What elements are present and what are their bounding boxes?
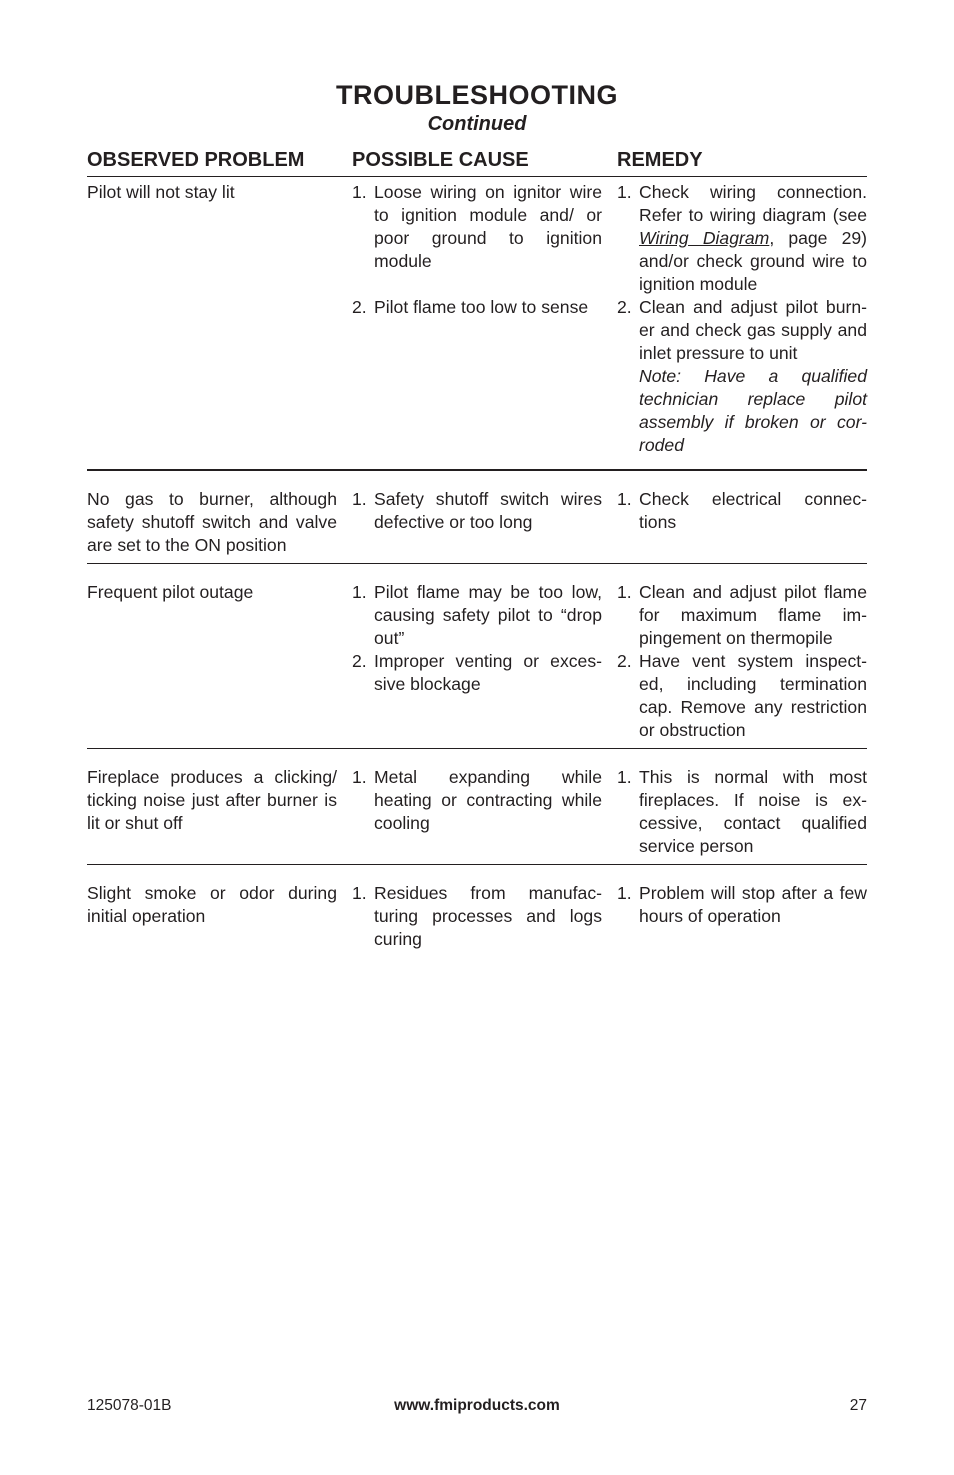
remedy-list: [617, 766, 867, 858]
remedy-text: This is normal with most fireplaces. If noise is ex-cessive, contact qualified service person: [639, 767, 867, 856]
cause-item: [352, 766, 602, 835]
remedy-list: [617, 882, 867, 928]
remedy-number: 1.: [617, 582, 632, 602]
cause-number: 1.: [352, 883, 367, 903]
remedy-item: [617, 882, 867, 928]
website-link[interactable]: www.fmiproducts.com: [394, 1397, 560, 1414]
cause-text: Residues from manufac-turing processes and logs curing: [374, 883, 602, 949]
cause-text: Loose wiring on ignitor wire to ignition module and/ or poor ground to ignition module: [374, 182, 602, 271]
remedy-item: [617, 181, 867, 296]
remedy-text: Problem will stop after a few hours of operation: [639, 883, 867, 926]
table-header: [87, 146, 867, 177]
cause-item: [352, 650, 602, 696]
document-number: 125078-01B: [87, 1397, 172, 1414]
remedy-text: Have vent system inspect-ed, including termination cap. Remove any restriction or obstruction: [639, 651, 867, 740]
cause-item: [352, 296, 602, 319]
cause-number: 1.: [352, 489, 367, 509]
remedy-text: Check electrical connec-tions: [639, 489, 867, 532]
remedy-number: 1.: [617, 883, 632, 903]
cause-number: 1.: [352, 182, 367, 202]
remedy-text: Clean and adjust pilot flame for maximum flame im-pingement on thermopile: [639, 582, 867, 648]
remedy-number: 1.: [617, 182, 632, 202]
cause-text: Safety shutoff switch wires defective or too long: [374, 489, 602, 532]
remedy-text-pre: Check wiring connection. Refer to wiring diagram (see: [639, 182, 867, 225]
remedy-item: [617, 766, 867, 858]
possible-cause-list: [352, 181, 602, 319]
remedy-list: [617, 488, 867, 534]
observed-problem: Pilot will not stay lit: [87, 182, 235, 202]
remedy-item: [617, 488, 867, 534]
cause-text: Pilot flame may be too low, causing safety pilot to “drop out”: [374, 582, 602, 648]
page-number: 27: [849, 1397, 867, 1414]
remedy-text: Clean and adjust pilot burn-er and check gas supply and inlet pressure to unit: [639, 297, 867, 363]
page-title: TROUBLESHOOTING: [336, 80, 618, 110]
remedy-note: Note: Have a qualified technician replace pilot assembly if broken or cor-roded: [639, 366, 867, 455]
cause-number: 1.: [352, 767, 367, 787]
header-observed-problem: OBSERVED PROBLEM: [87, 149, 305, 171]
table-row: [87, 471, 867, 564]
cause-item: [352, 581, 602, 650]
observed-problem: Slight smoke or odor during initial operation: [87, 883, 337, 926]
cause-text: Pilot flame too low to sense: [374, 297, 589, 317]
possible-cause-list: [352, 882, 602, 951]
wiring-diagram-reference: Wiring Diagram: [639, 228, 770, 248]
possible-cause-list: [352, 488, 602, 534]
cause-item: [352, 181, 602, 296]
remedy-text-post: , page 29) and/or check ground wire to ignition module: [639, 228, 868, 294]
observed-problem: Frequent pilot outage: [87, 582, 254, 602]
cause-text: Improper venting or exces-sive blockage: [374, 651, 602, 694]
header-possible-cause: POSSIBLE CAUSE: [352, 149, 529, 171]
possible-cause-list: [352, 766, 602, 835]
table-row: [87, 564, 867, 749]
cause-text: Metal expanding while heating or contracting while cooling: [374, 767, 602, 833]
cause-number: 2.: [352, 651, 367, 671]
possible-cause-list: [352, 581, 602, 696]
remedy-list: [617, 181, 867, 457]
observed-problem: Fireplace produces a clicking/ ticking noise just after burner is lit or shut off: [87, 767, 337, 833]
table-row: [87, 865, 867, 962]
table-row: [87, 176, 867, 471]
remedy-number: 2.: [617, 651, 632, 671]
header-remedy: REMEDY: [617, 149, 703, 171]
remedy-number: 1.: [617, 767, 632, 787]
remedy-number: 2.: [617, 297, 632, 317]
page-subtitle: Continued: [427, 113, 527, 135]
cause-item: [352, 882, 602, 951]
cause-number: 1.: [352, 582, 367, 602]
remedy-list: [617, 581, 867, 742]
troubleshooting-table: [87, 176, 867, 962]
table-row: [87, 749, 867, 865]
cause-number: 2.: [352, 297, 367, 317]
remedy-item: [617, 581, 867, 650]
observed-problem: No gas to burner, although safety shutoff switch and valve are set to the ON position: [87, 489, 337, 555]
remedy-item: [617, 650, 867, 742]
remedy-item: [617, 296, 867, 457]
remedy-number: 1.: [617, 489, 632, 509]
cause-item: [352, 488, 602, 534]
